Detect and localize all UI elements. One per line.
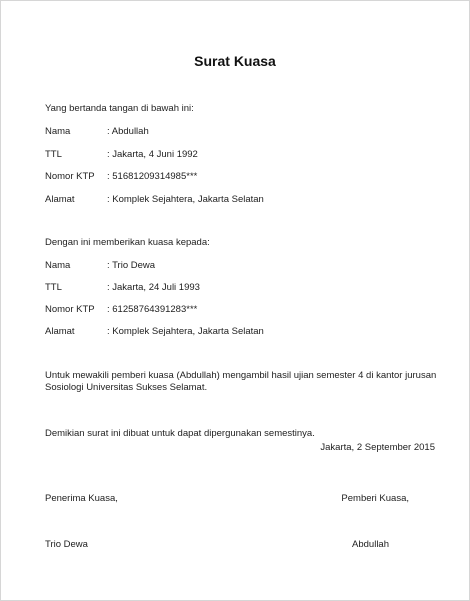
grantor-ktp-value: : 51681209314985*** [107,171,198,182]
grantee-ttl-label: TTL [45,282,62,293]
purpose-paragraph: Untuk mewakili pemberi kuasa (Abdullah) mengambil hasil ujian semester 4 di kantor jurusan Sosiologi Universitas Sukses Selamat. [45,370,437,393]
grantor-ktp-label: Nomor KTP [45,171,95,182]
grantor-name-value: : Abdullah [107,126,149,137]
recipient-name: Trio Dewa [45,539,88,550]
place-date: Jakarta, 2 September 2015 [320,442,435,453]
grantee-address-label: Alamat [45,326,75,337]
grantee-address-value: : Komplek Sejahtera, Jakarta Selatan [107,326,264,337]
intro-text: Yang bertanda tangan di bawah ini: [45,103,194,114]
grantee-ktp-label: Nomor KTP [45,304,95,315]
closing-text: Demikian surat ini dibuat untuk dapat dipergunakan semestinya. [45,428,315,439]
grantee-ttl-value: : Jakarta, 24 Juli 1993 [107,282,200,293]
grantor-ttl-label: TTL [45,149,62,160]
grant-intro-text: Dengan ini memberikan kuasa kepada: [45,237,210,248]
recipient-label: Penerima Kuasa, [45,493,118,504]
giver-label: Pemberi Kuasa, [341,493,409,504]
grantor-ttl-value: : Jakarta, 4 Juni 1992 [107,149,198,160]
grantee-name-label: Nama [45,260,71,271]
grantee-name-value: : Trio Dewa [107,260,156,271]
grantee-ktp-value: : 61258764391283*** [107,304,198,315]
letter-title: Surat Kuasa [194,53,276,69]
giver-name: Abdullah [352,539,389,550]
grantor-name-label: Nama [45,126,71,137]
grantor-address-label: Alamat [45,194,75,205]
grantor-address-value: : Komplek Sejahtera, Jakarta Selatan [107,194,264,205]
